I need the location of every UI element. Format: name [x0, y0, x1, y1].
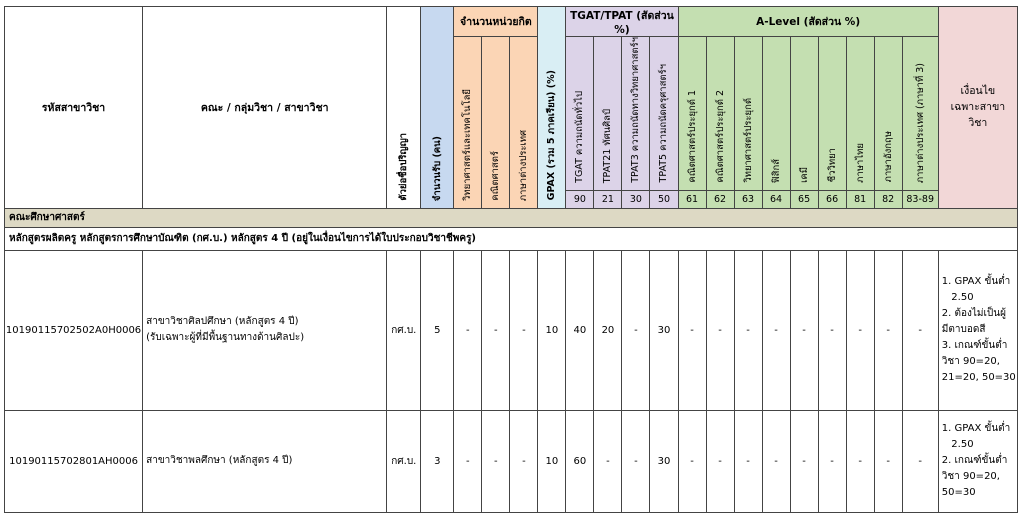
- condition-line: 2. เกณฑ์ขั้นต่ำ: [941, 455, 1008, 467]
- tgat-header-90: [566, 37, 594, 191]
- condition-line: วิชา 90=20,: [941, 356, 1000, 368]
- code-header: รหัสสาขาวิชา: [5, 7, 143, 209]
- tgat-30-value: -: [622, 250, 650, 410]
- seats-header-label: จำนวนรับ (คน): [431, 135, 443, 201]
- degree-abbr: กศ.บ.: [387, 250, 421, 410]
- credit-header-lang-label: ภาษาต่างประเทศ: [518, 129, 530, 201]
- alevel-code-61: 61: [678, 190, 706, 208]
- credit-header-sci-label: วิทยาศาสตร์และเทคโนโลยี: [462, 88, 474, 201]
- tgat-50-value: 30: [650, 410, 678, 512]
- alevel-code-62: 62: [706, 190, 734, 208]
- major-header: คณะ / กลุ่มวิชา / สาขาวิชา: [143, 7, 387, 209]
- alevel-header-81: [846, 37, 874, 191]
- alevel-63-value: -: [734, 250, 762, 410]
- alevel-82-value: -: [874, 250, 902, 410]
- tgat-header-50: [650, 37, 678, 191]
- credit-lang-value: -: [510, 250, 538, 410]
- condition-line: 2.50: [941, 292, 974, 304]
- faculty-row: [5, 208, 1018, 227]
- gpax-value: 10: [538, 250, 566, 410]
- degree-header-label: ตัวย่อชื่อปริญญา: [398, 133, 410, 201]
- condition-line: 2. ต้องไม่เป็นผู้: [941, 308, 1006, 320]
- tgat-21-value: 20: [594, 250, 622, 410]
- alevel-header-82: [874, 37, 902, 191]
- alevel-65-value: -: [790, 410, 818, 512]
- tgat-header-30: [622, 37, 650, 191]
- tgat-30-value: -: [622, 410, 650, 512]
- alevel-header-66: [818, 37, 846, 191]
- alevel-header-64: [762, 37, 790, 191]
- alevel-code-63: 63: [734, 190, 762, 208]
- major-name: [143, 410, 387, 512]
- major-code: 10190115702502A0H0006: [5, 250, 143, 410]
- alevel-65-value: -: [790, 250, 818, 410]
- degree-abbr: กศ.บ.: [387, 410, 421, 512]
- seats-header: [421, 7, 454, 209]
- credit-header-math-label: คณิตศาสตร์: [490, 150, 502, 201]
- alevel-header-81-label: ภาษาไทย: [854, 142, 866, 183]
- tgat-code-21: 21: [594, 190, 622, 208]
- alevel-64-value: -: [762, 250, 790, 410]
- degree-header: [387, 7, 421, 209]
- alevel-header-82-label: ภาษาอังกฤษ: [882, 131, 894, 183]
- tgat-header-21: [594, 37, 622, 191]
- condition-line: 21=20, 50=30: [941, 372, 1016, 384]
- tgat-header-21-label: TPAT21 ทัศนศิลป์: [602, 108, 614, 183]
- alevel-header-65: [790, 37, 818, 191]
- major-code: 10190115702801AH0006: [5, 410, 143, 512]
- alevel-62-value: -: [706, 410, 734, 512]
- alevel-62-value: -: [706, 250, 734, 410]
- alevel-63-value: -: [734, 410, 762, 512]
- tgat-50-value: 30: [650, 250, 678, 410]
- tgat-group-header: TGAT/TPAT (สัดส่วน %): [566, 7, 678, 37]
- alevel-81-value: -: [846, 250, 874, 410]
- alevel-header-66-label: ชีววิทยา: [826, 148, 838, 183]
- condition-line: มีตาบอดสี: [941, 324, 986, 336]
- condition-line: 3. เกณฑ์ขั้นต่ำ: [941, 340, 1008, 352]
- alevel-83-89-value: -: [902, 410, 938, 512]
- alevel-header-64-label: ฟิสิกส์: [770, 158, 782, 183]
- alevel-header-65-label: เคมี: [798, 166, 810, 183]
- alevel-61-value: -: [678, 250, 706, 410]
- alevel-81-value: -: [846, 410, 874, 512]
- major-name-line: สาขาวิชาศิลปศึกษา (หลักสูตร 4 ปี): [146, 316, 299, 328]
- alevel-group-header: A-Level (สัดส่วน %): [678, 7, 938, 37]
- program-row: [5, 227, 1018, 250]
- alevel-header-83-89-label: ภาษาต่างประเทศ (ภาษาที่ 3): [914, 62, 926, 183]
- tgat-header-90-label: TGAT ความถนัดทั่วไป: [574, 90, 586, 183]
- credit-sci-value: -: [454, 410, 482, 512]
- condition-header: [938, 7, 1017, 209]
- gpax-value: 10: [538, 410, 566, 512]
- alevel-header-63: [734, 37, 762, 191]
- tgat-header-50-label: TPAT5 ความถนัดครุศาสตร์ฯ: [658, 64, 670, 183]
- alevel-header-63-label: วิทยาศาสตร์ประยุกต์: [742, 98, 754, 183]
- alevel-code-64: 64: [762, 190, 790, 208]
- seats-value: 5: [421, 250, 454, 410]
- credit-header-lang: [510, 37, 538, 209]
- tgat-header-30-label: TPAT3 ความถนัดทางวิทยาศาสตร์ฯ: [630, 37, 642, 183]
- major-name-line: สาขาวิชาพลศึกษา (หลักสูตร 4 ปี): [146, 455, 293, 467]
- alevel-61-value: -: [678, 410, 706, 512]
- alevel-code-65: 65: [790, 190, 818, 208]
- major-name: [143, 250, 387, 410]
- credits-group-header: จำนวนหน่วยกิต: [454, 7, 538, 37]
- alevel-83-89-value: -: [902, 250, 938, 410]
- credit-math-value: -: [482, 250, 510, 410]
- faculty-name: คณะศึกษาศาสตร์: [5, 208, 1018, 227]
- condition-line: 1. GPAX ขั้นต่ำ: [941, 276, 1011, 288]
- major-name-note: (รับเฉพาะผู้ที่มีพื้นฐานทางด้านศิลปะ): [146, 332, 305, 344]
- alevel-code-81: 81: [846, 190, 874, 208]
- condition-line: 1. GPAX ขั้นต่ำ: [941, 423, 1011, 435]
- condition-cell: [938, 250, 1017, 410]
- table-row: [5, 410, 1018, 512]
- credit-header-math: [482, 37, 510, 209]
- credit-sci-value: -: [454, 250, 482, 410]
- credit-math-value: -: [482, 410, 510, 512]
- alevel-66-value: -: [818, 250, 846, 410]
- gpax-header: [538, 7, 566, 209]
- alevel-header-62-label: คณิตศาสตร์ประยุกต์ 2: [714, 90, 726, 183]
- alevel-64-value: -: [762, 410, 790, 512]
- condition-header-label: เงื่อนไขเฉพาะสาขาวิชา: [950, 85, 1006, 130]
- program-name: หลักสูตรผลิตครู หลักสูตรการศึกษาบัณฑิต (กศ.บ.) หลักสูตร 4 ปี (อยู่ในเงื่อนไขการได้ใบประกอบวิชาชีพครู): [5, 227, 1018, 250]
- alevel-82-value: -: [874, 410, 902, 512]
- tgat-90-value: 40: [566, 250, 594, 410]
- condition-cell: [938, 410, 1017, 512]
- credit-header-sci: [454, 37, 482, 209]
- alevel-header-83-89: [902, 37, 938, 191]
- alevel-code-83-89: 83-89: [902, 190, 938, 208]
- alevel-header-61: [678, 37, 706, 191]
- admission-table: [4, 6, 1018, 513]
- tgat-code-90: 90: [566, 190, 594, 208]
- tgat-21-value: -: [594, 410, 622, 512]
- gpax-header-label: GPAX (รวม 5 ภาคเรียน) (%): [546, 70, 558, 201]
- alevel-code-82: 82: [874, 190, 902, 208]
- tgat-90-value: 60: [566, 410, 594, 512]
- credit-lang-value: -: [510, 410, 538, 512]
- alevel-header-62: [706, 37, 734, 191]
- condition-line: วิชา 90=20,: [941, 471, 1000, 483]
- alevel-code-66: 66: [818, 190, 846, 208]
- condition-line: 50=30: [941, 487, 976, 499]
- alevel-header-61-label: คณิตศาสตร์ประยุกต์ 1: [686, 90, 698, 183]
- condition-line: 2.50: [941, 439, 974, 451]
- alevel-66-value: -: [818, 410, 846, 512]
- tgat-code-50: 50: [650, 190, 678, 208]
- table-row: [5, 250, 1018, 410]
- tgat-code-30: 30: [622, 190, 650, 208]
- seats-value: 3: [421, 410, 454, 512]
- header-row-groups: [5, 7, 1018, 37]
